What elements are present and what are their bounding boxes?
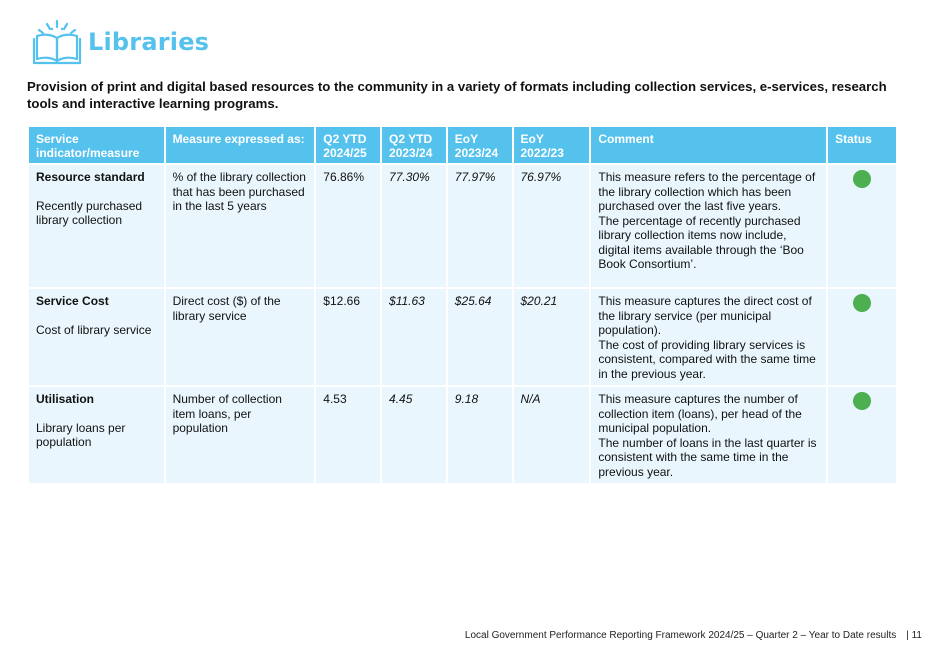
comment-cell xyxy=(591,387,826,483)
previous-value-cell: $20.21 xyxy=(514,289,590,385)
measure-cell: % of the library collection that has been purchased in the last 5 years xyxy=(166,165,315,287)
status-indicator-icon xyxy=(853,392,871,410)
current-value-cell: $12.66 xyxy=(316,289,380,385)
comment-text: This measure captures the number of collection item (loans), per head of the municipal population. xyxy=(598,392,802,435)
comment-text: This measure captures the direct cost of the library service (per municipal population). xyxy=(598,294,812,337)
measures-table xyxy=(27,125,898,485)
status-cell xyxy=(828,289,896,385)
service-name: Utilisation xyxy=(36,392,95,406)
column-header: EoY 2022/23 xyxy=(514,127,590,163)
column-header: EoY 2023/24 xyxy=(448,127,512,163)
column-header: Q2 YTD 2024/25 xyxy=(316,127,380,163)
column-header: Q2 YTD 2023/24 xyxy=(382,127,446,163)
previous-value-cell: 77.97% xyxy=(448,165,512,287)
column-header: Comment xyxy=(591,127,826,163)
service-cell xyxy=(29,289,164,385)
comment-text: The number of loans in the last quarter is consistent with the same time in the previous year. xyxy=(598,435,817,479)
current-value-cell: 76.86% xyxy=(316,165,380,287)
previous-value-cell: $11.63 xyxy=(382,289,446,385)
previous-value-cell: 9.18 xyxy=(448,387,512,483)
page-title: Libraries xyxy=(88,28,210,56)
previous-value-cell: $25.64 xyxy=(448,289,512,385)
comment-cell xyxy=(591,165,826,287)
status-cell xyxy=(828,387,896,483)
comment-cell xyxy=(591,289,826,385)
previous-value-cell: N/A xyxy=(514,387,590,483)
service-cell xyxy=(29,387,164,483)
status-indicator-icon xyxy=(853,170,871,188)
previous-value-cell: 4.45 xyxy=(382,387,446,483)
footer-text: Local Government Performance Reporting Framework 2024/25 – Quarter 2 – Year to Date results xyxy=(464,630,897,641)
table-row xyxy=(29,165,896,287)
intro-text: Provision of print and digital based resources to the community in a variety of formats including collection services, e-services, research tools and interactive learning programs. xyxy=(27,79,887,111)
measure-cell: Number of collection item loans, per population xyxy=(166,387,315,483)
current-value-cell: 4.53 xyxy=(316,387,380,483)
table-header-row xyxy=(29,127,896,163)
book-icon xyxy=(32,18,82,66)
comment-text: This measure refers to the percentage of the library collection which has been purchased over the last five years. xyxy=(598,170,816,213)
status-cell xyxy=(828,165,896,287)
column-header: Measure expressed as: xyxy=(166,127,315,163)
comment-text: The percentage of recently purchased library collection items now include, digital items available through the ‘Boo Book Consortium’. xyxy=(598,213,804,271)
service-description: Cost of library service xyxy=(36,322,152,337)
service-description: Recently purchased library collection xyxy=(36,198,143,227)
page-footer xyxy=(465,630,922,641)
page-header xyxy=(32,18,209,66)
previous-value-cell: 76.97% xyxy=(514,165,590,287)
measure-cell: Direct cost ($) of the library service xyxy=(166,289,315,385)
page-number: | 11 xyxy=(906,630,922,641)
status-indicator-icon xyxy=(853,294,871,312)
service-name: Service Cost xyxy=(36,294,109,308)
table-row xyxy=(29,289,896,385)
column-header: Status xyxy=(828,127,896,163)
service-name: Resource standard xyxy=(36,170,145,184)
previous-value-cell: 77.30% xyxy=(382,165,446,287)
table-row xyxy=(29,387,896,483)
service-description: Library loans per population xyxy=(36,420,126,449)
column-header: Service indicator/measure xyxy=(29,127,164,163)
comment-text: The cost of providing library services is consistent, compared with the same time in the previous year. xyxy=(598,337,816,381)
service-cell xyxy=(29,165,164,287)
